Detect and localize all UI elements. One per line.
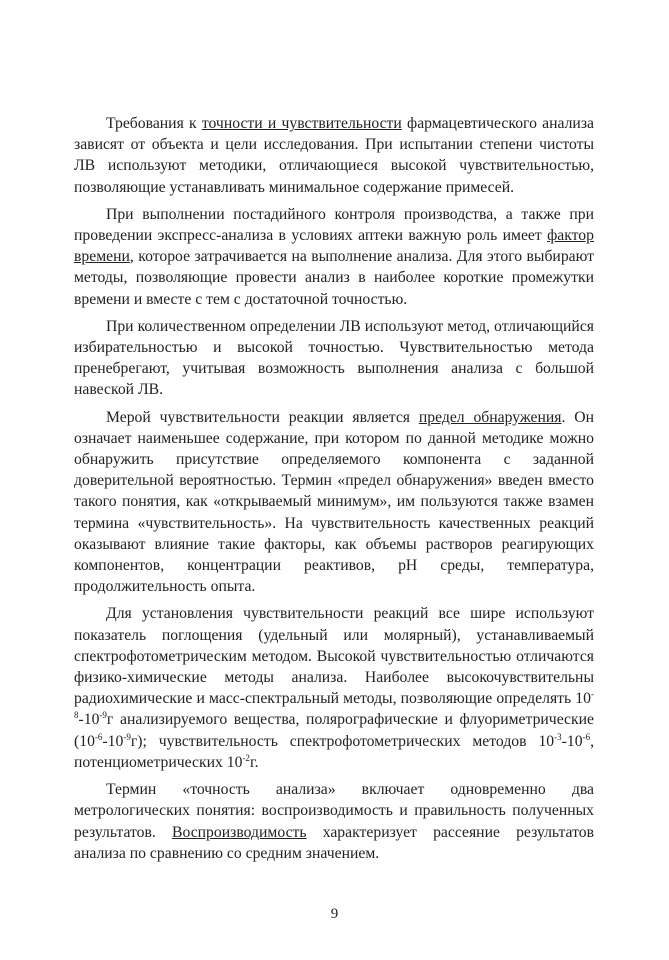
text-run: г); чувствительность спектрофотометрических методов 10 bbox=[130, 732, 555, 750]
text-run: -10 bbox=[561, 732, 583, 750]
text-run: , которое затрачивается на выполнение анализа. Для этого выбирают методы, позволяющие провести анализ в наиболее короткие промежутки времени и вместе с тем с достаточной точностью. bbox=[74, 248, 594, 308]
page-number: 9 bbox=[330, 906, 339, 922]
text-run: -10 bbox=[102, 732, 124, 750]
underlined-term: Воспроизводимость bbox=[172, 823, 307, 841]
text-run: характеризует рассеяние результатов анализа по сравнению со средним значением. bbox=[74, 823, 594, 862]
paragraph bbox=[74, 316, 594, 401]
paragraph bbox=[74, 603, 594, 773]
exponent: -9 bbox=[99, 710, 107, 721]
exponent: -6 bbox=[582, 731, 591, 742]
underlined-term: точности и чувствительности bbox=[201, 115, 402, 132]
paragraph bbox=[74, 113, 594, 198]
paragraph bbox=[74, 779, 594, 864]
text-run: -10 bbox=[78, 711, 100, 729]
exponent: -2 bbox=[242, 752, 250, 763]
exponent: -8 bbox=[74, 689, 594, 721]
text-run: , потенциометрических 10 bbox=[74, 732, 594, 771]
text-run: При выполнении постадийного контроля производства, а также при проведении экспресс-анализа в условиях аптеки важную роль имеет bbox=[74, 205, 594, 245]
text-run: г. bbox=[249, 753, 259, 771]
exponent: -6 bbox=[94, 731, 103, 742]
underlined-term: фактор времени bbox=[74, 227, 594, 266]
paragraph bbox=[74, 204, 594, 310]
text-run: Для установления чувствительности реакций все шире используют показатель поглощения (удельный или молярный), устанавливаемый спектрофотометрическим методом. Высокой чувствительностью отличаются физико-химические методы анализа. Наиболее высокочувствительны радиохимические и масс-спектральный методы, позволяющие определять 10 bbox=[74, 605, 594, 708]
text-run: Термин «точность анализа» включает одновременно два метрологических понятия: воспроизводимость и правильность полученных результатов. bbox=[74, 781, 594, 841]
paragraph bbox=[74, 407, 594, 598]
text-run: При количественном определении ЛВ используют метод, отличающийся избирательностью и высокой точностью. Чувствительностью метода пренебрегают, учитывая возможность выполнения анализа с большой навеской ЛВ. bbox=[74, 317, 594, 399]
text-run: . Он означает наименьшее содержание, при котором по данной методике можно обнаружить присутствие определяемого компонента с заданной доверительной вероятностью. Термин «предел обнаружения» введен вместо такого понятия, как «открываемый минимум», им пользуются также взамен термина «чувствительность». На чувствительность качественных реакций оказывают влияние такие факторы, как объемы растворов реагирующих компонентов, концентрации реактивов, pH среды, температура, продолжительность опыта. bbox=[74, 408, 594, 596]
body-text bbox=[74, 113, 594, 870]
text-run: фармацевтического анализа зависят от объекта и цели исследования. При испытании степени чистоты ЛВ используют методики, отличающиеся высокой чувствительностью, позволяющие устанавливать минимальное содержание примесей. bbox=[74, 115, 594, 196]
exponent: -3 bbox=[554, 731, 562, 742]
text-run: Мерой чувствительности реакции является bbox=[106, 408, 419, 426]
text-run: Требования к bbox=[106, 115, 202, 132]
exponent: -9 bbox=[123, 731, 131, 742]
text-run: г анализируемого вещества, полярографические и флуориметрические (10 bbox=[74, 711, 594, 750]
underlined-term: предел обнаружения bbox=[418, 408, 562, 426]
